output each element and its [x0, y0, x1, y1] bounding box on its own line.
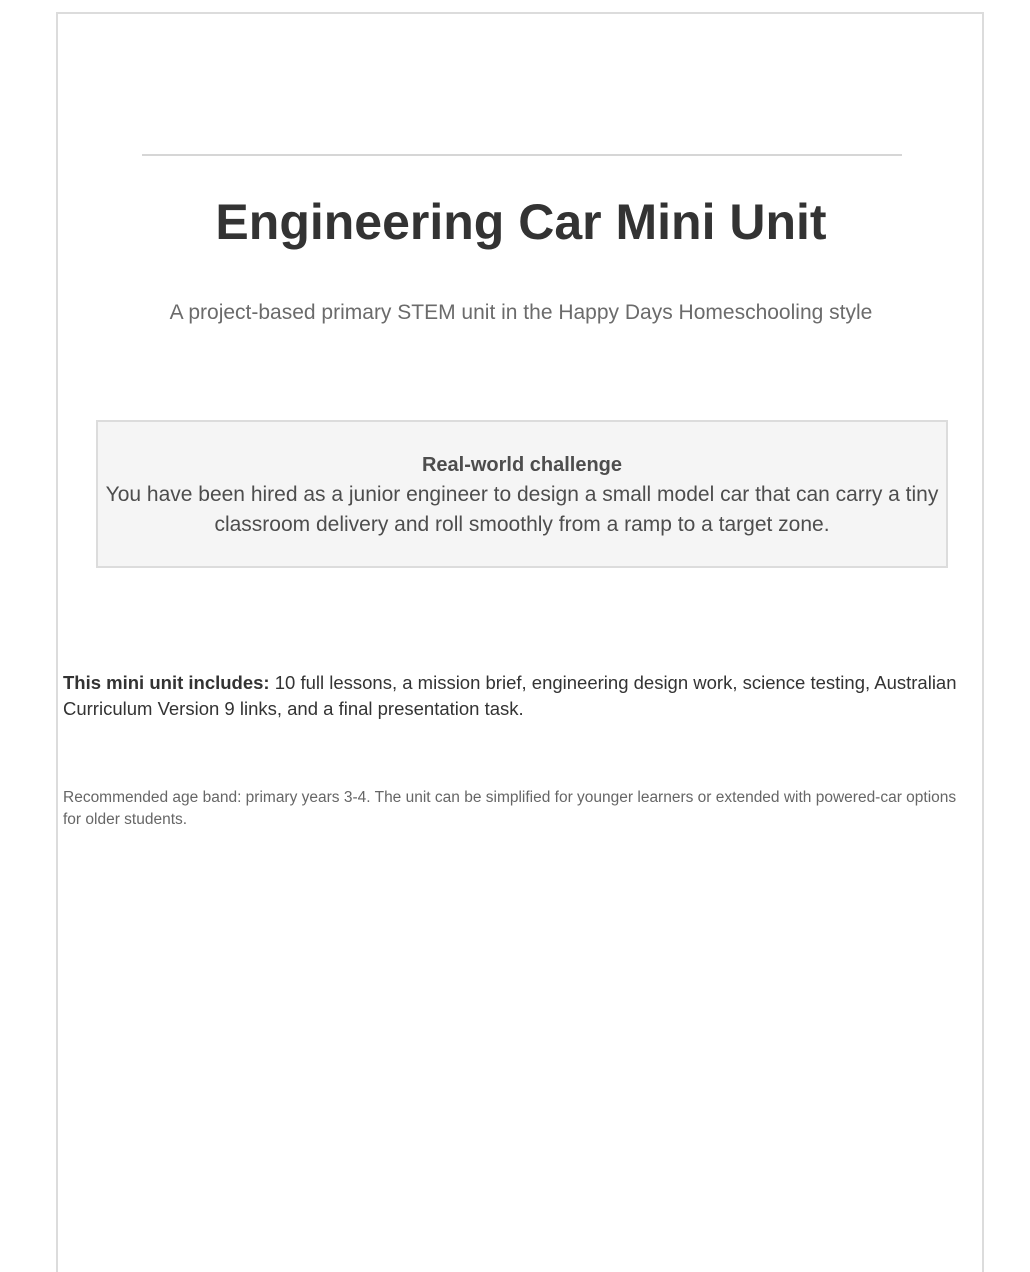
challenge-callout	[96, 420, 948, 568]
unit-includes-label: This mini unit includes:	[63, 672, 270, 693]
age-band-note: Recommended age band: primary years 3-4. The unit can be simplified for younger learners or extended with powered-car options for older students.	[63, 789, 957, 828]
unit-includes-paragraph	[63, 670, 985, 722]
top-divider	[142, 154, 902, 156]
unit-includes-text: 10 full lessons, a mission brief, engineering design work, science testing, Australian Curriculum Version 9 links, and a final presentation task.	[63, 672, 957, 719]
page-title: Engineering Car Mini Unit	[215, 194, 827, 250]
challenge-text: You have been hired as a junior engineer to design a small model car that can carry a tiny classroom delivery and roll smoothly from a ramp to a target zone.	[105, 483, 939, 536]
challenge-heading: Real-world challenge	[421, 454, 623, 476]
page-subtitle: A project-based primary STEM unit in the Happy Days Homeschooling style	[169, 301, 873, 324]
document-page	[56, 12, 984, 1272]
